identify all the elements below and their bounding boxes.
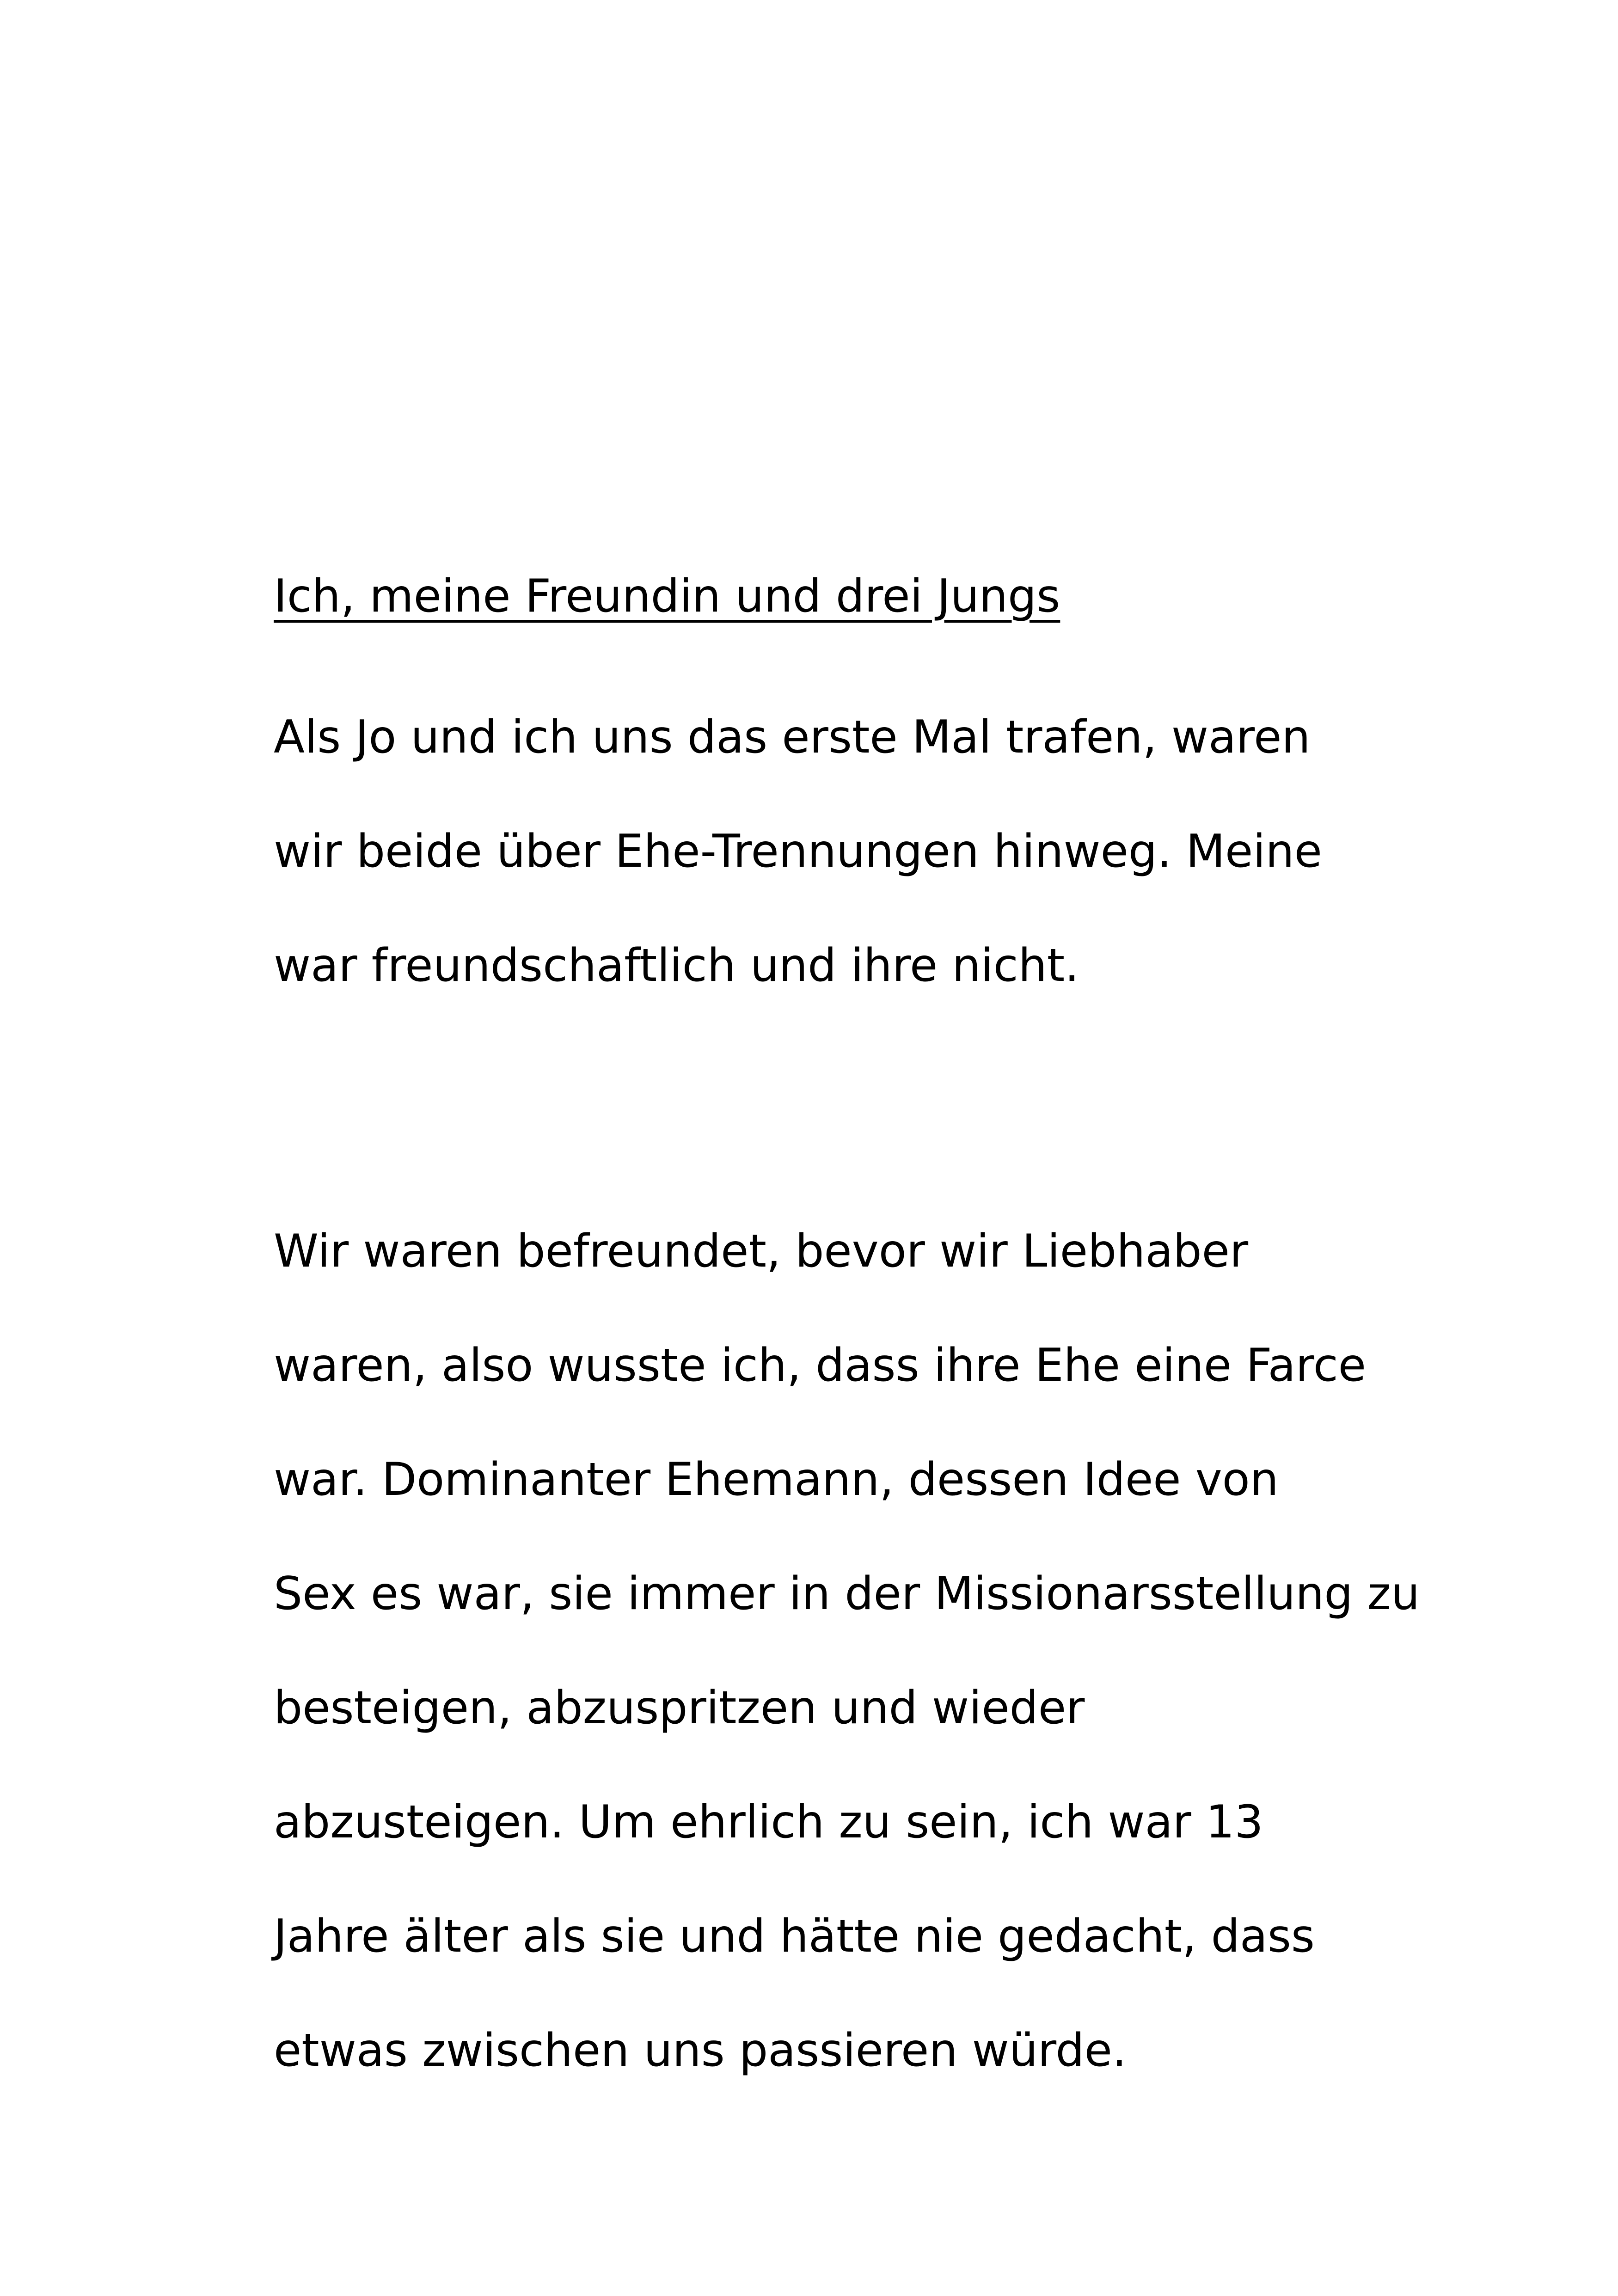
document-title: Ich, meine Freundin und drei Jungs xyxy=(274,570,1060,623)
paragraph-2-line-4: Sex es war, sie immer in der Missionarsstellung zu xyxy=(274,1567,1420,1620)
paragraph-2-line-1: Wir waren befreundet, bevor wir Liebhaber xyxy=(274,1225,1249,1278)
paragraph-2-line-7: Jahre älter als sie und hätte nie gedacht, dass xyxy=(274,1910,1315,1963)
paragraph-1-line-2: wir beide über Ehe-Trennungen hinweg. Meine xyxy=(274,825,1322,878)
paragraph-2-line-8: etwas zwischen uns passieren würde. xyxy=(274,2024,1127,2077)
paragraph-2-line-3: war. Dominanter Ehemann, dessen Idee von xyxy=(274,1453,1279,1506)
paragraph-2-line-6: abzusteigen. Um ehrlich zu sein, ich war 13 xyxy=(274,1796,1263,1849)
paragraph-1-line-3: war freundschaftlich und ihre nicht. xyxy=(274,939,1079,992)
paragraph-2-line-2: waren, also wusste ich, dass ihre Ehe eine Farce xyxy=(274,1339,1367,1392)
paragraph-2-line-5: besteigen, abzuspritzen und wieder xyxy=(274,1682,1085,1734)
paragraph-1-line-1: Als Jo und ich uns das erste Mal trafen, waren xyxy=(274,711,1311,764)
